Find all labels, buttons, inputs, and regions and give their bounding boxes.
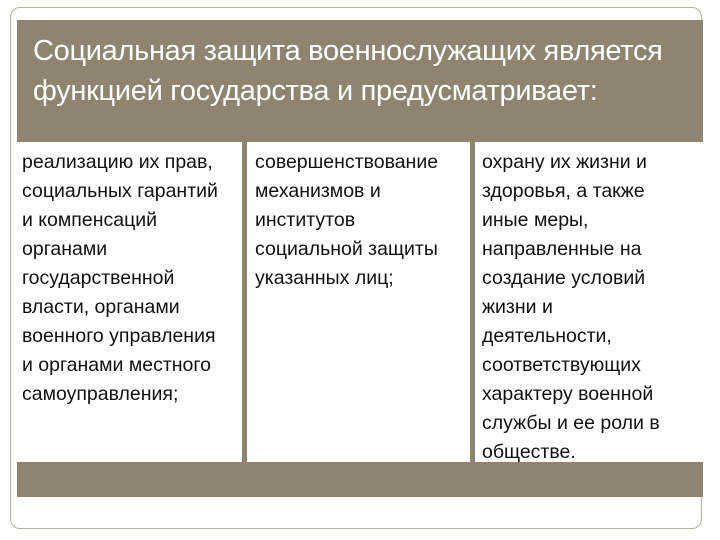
slide-title: Социальная защита военнослужащих является функцией государства и предусматривает: bbox=[33, 35, 663, 107]
cell-text-rights: реализацию их прав, социальных гарантий и компенсаций органами государственной власти, органами военного управления и органами местного самоуправления; bbox=[22, 151, 218, 405]
cell-text-mechanisms: совершенствование механизмов и институтов социальной защиты указанных лиц; bbox=[255, 151, 439, 289]
cell-text-protection: охрану их жизни и здоровья, а также иные меры, направленные на создание условий жизни и деятельности, соответствующих характеру военной службы и ее роли в обществе. bbox=[482, 151, 660, 463]
